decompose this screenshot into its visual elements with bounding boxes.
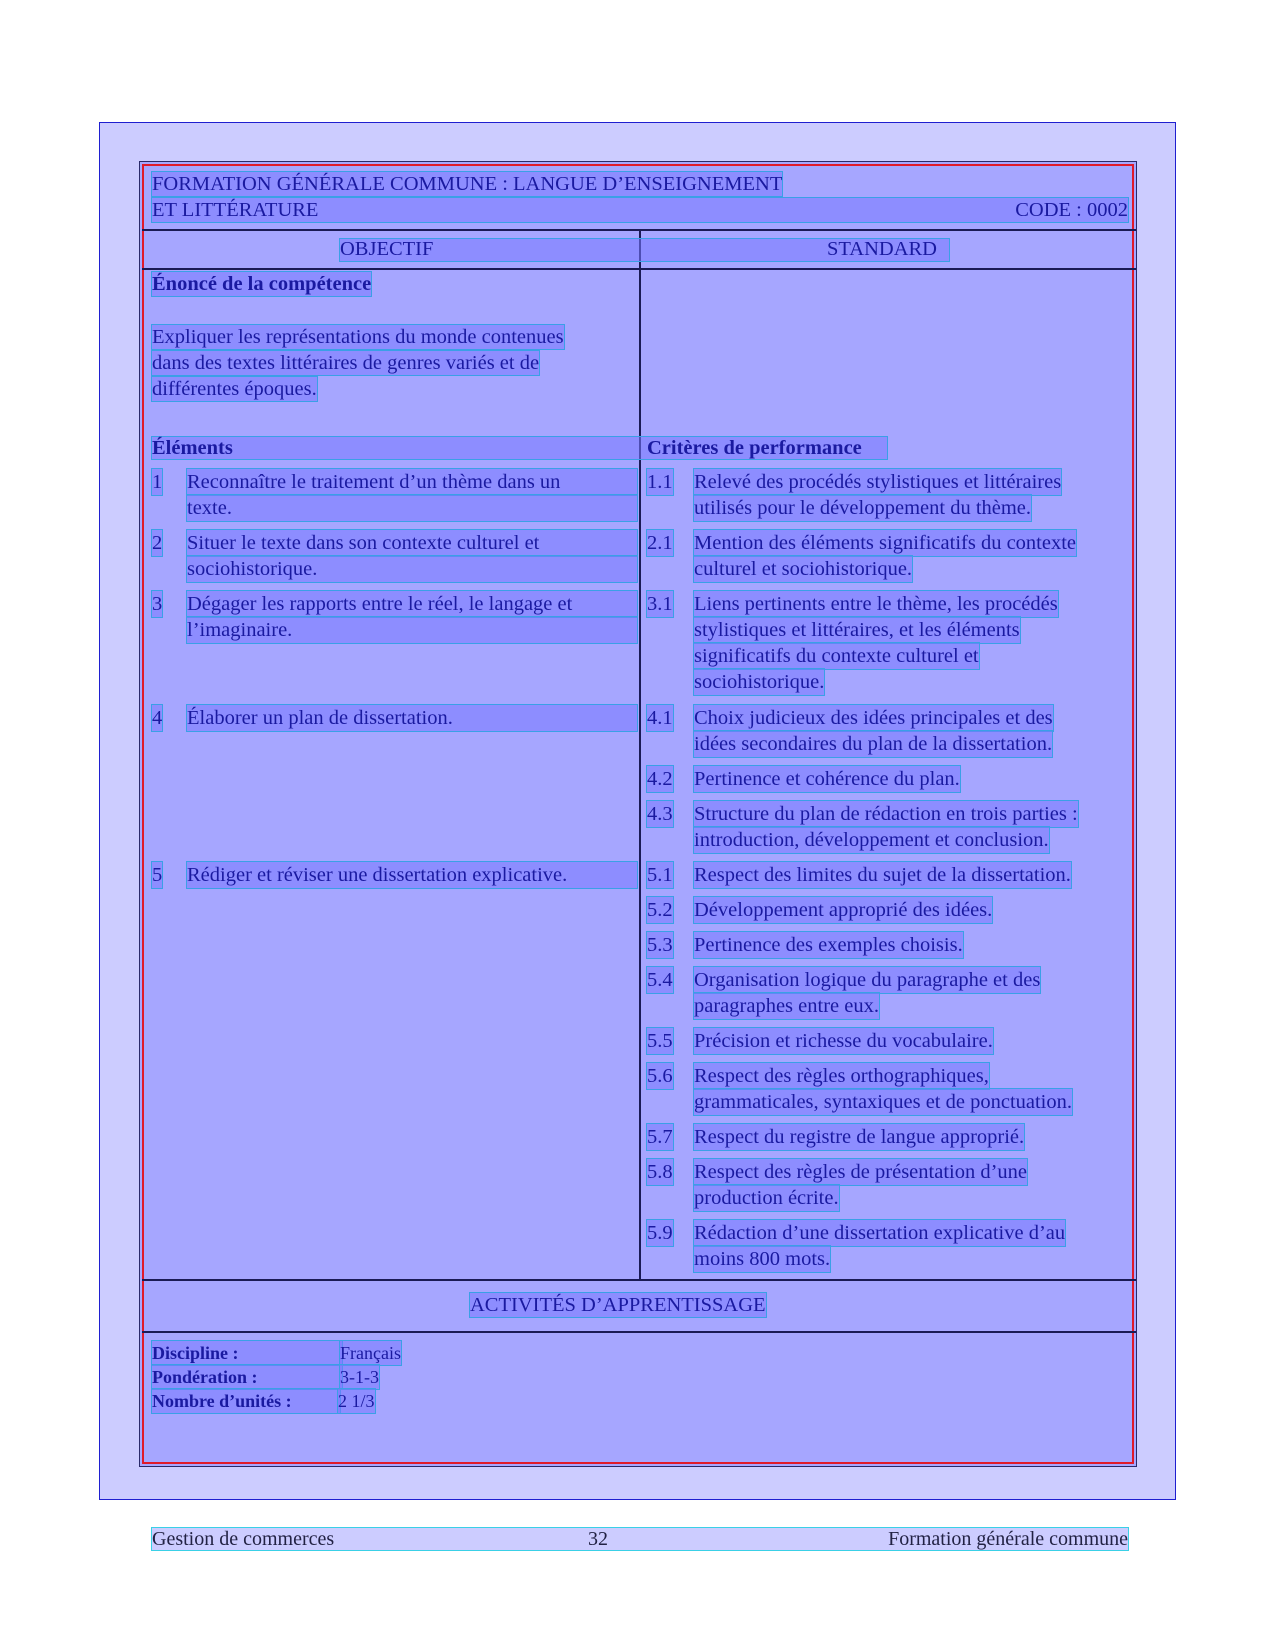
ponderation-label: Pondération :: [152, 1365, 342, 1389]
element-text: texte.: [187, 495, 637, 521]
footer-right: Formation générale commune: [888, 1528, 1128, 1550]
criterion-text: sociohistorique.: [694, 671, 825, 693]
criterion-text: Mention des éléments significatifs du contexte: [694, 532, 1077, 554]
criterion-number: 5.8: [647, 1161, 673, 1183]
criterion-text: stylistiques et littéraires, et les éléments: [694, 619, 1020, 641]
criteria-heading: Critères de performance: [647, 437, 862, 459]
criterion-text: introduction, développement et conclusion.: [694, 829, 1049, 851]
criterion-text: Respect des limites du sujet de la dissertation.: [694, 864, 1071, 886]
column-standard: STANDARD: [827, 238, 937, 260]
page-footer: [152, 1528, 1128, 1550]
criterion-text: Développement approprié des idées.: [694, 899, 993, 921]
discipline-label: Discipline :: [152, 1341, 342, 1365]
criterion-text: grammaticales, syntaxiques et de ponctuation.: [694, 1091, 1072, 1113]
column-objectif: OBJECTIF: [340, 238, 434, 260]
competence-line: dans des textes littéraires de genres variés et de: [152, 352, 540, 374]
discipline-value: Français: [340, 1343, 401, 1363]
activities-top-divider: [142, 1279, 1136, 1281]
criterion-number: 5.1: [647, 864, 673, 886]
criterion-text: paragraphes entre eux.: [694, 995, 879, 1017]
criterion-text: Organisation logique du paragraphe et des: [694, 969, 1041, 991]
element-number: 5: [152, 864, 163, 886]
competence-heading: Énoncé de la compétence: [152, 273, 372, 295]
criterion-number: 5.6: [647, 1065, 673, 1087]
element-number: 3: [152, 593, 163, 615]
criterion-text: utilisés pour le développement du thème.: [694, 497, 1032, 519]
criterion-text: Pertinence des exemples choisis.: [694, 934, 963, 956]
criterion-number: 2.1: [647, 532, 673, 554]
criterion-text: Précision et richesse du vocabulaire.: [694, 1030, 993, 1052]
criterion-text: Choix judicieux des idées principales et des: [694, 707, 1053, 729]
criterion-text: Liens pertinents entre le thème, les procédés: [694, 593, 1058, 615]
criterion-number: 5.2: [647, 899, 673, 921]
competence-line: Expliquer les représentations du monde contenues: [152, 326, 564, 348]
criterion-text: production écrite.: [694, 1187, 839, 1209]
course-code: CODE : 0002: [1015, 199, 1128, 221]
criterion-number: 5.3: [647, 934, 673, 956]
element-text: Rédiger et réviser une dissertation explicative.: [187, 862, 637, 888]
criterion-text: Respect des règles orthographiques,: [694, 1065, 989, 1087]
criterion-text: moins 800 mots.: [694, 1248, 831, 1270]
criterion-number: 4.3: [647, 803, 673, 825]
criterion-text: Relevé des procédés stylistiques et littéraires: [694, 471, 1062, 493]
activities-heading: ACTIVITÉS D’APPRENTISSAGE: [470, 1294, 766, 1316]
criterion-number: 4.1: [647, 707, 673, 729]
criterion-text: Rédaction d’une dissertation explicative d’au: [694, 1222, 1066, 1244]
footer-left: Gestion de commerces: [152, 1528, 335, 1550]
page-number: 32: [588, 1528, 608, 1550]
criterion-number: 5.7: [647, 1126, 673, 1148]
criterion-text: Respect du registre de langue approprié.: [694, 1126, 1025, 1148]
criterion-text: Pertinence et cohérence du plan.: [694, 768, 960, 790]
column-divider: [639, 229, 641, 1279]
ponderation-value: 3-1-3: [340, 1367, 379, 1387]
title-line2: ET LITTÉRATURE: [152, 199, 319, 221]
title-line1: FORMATION GÉNÉRALE COMMUNE : LANGUE D’ENSEIGNEMENT: [152, 173, 783, 195]
element-text: l’imaginaire.: [187, 617, 637, 643]
element-number: 2: [152, 532, 163, 554]
element-text: Dégager les rapports entre le réel, le langage et: [187, 591, 637, 617]
competence-line: différentes époques.: [152, 378, 317, 400]
criterion-text: significatifs du contexte culturel et: [694, 645, 979, 667]
element-text: Situer le texte dans son contexte culturel et: [187, 530, 637, 556]
criterion-number: 3.1: [647, 593, 673, 615]
criterion-number: 5.9: [647, 1222, 673, 1244]
unites-value: 2 1/3: [338, 1391, 375, 1411]
activities-bottom-divider: [142, 1331, 1136, 1333]
criterion-number: 4.2: [647, 768, 673, 790]
title-line2-bar: [152, 198, 1128, 222]
unites-label: Nombre d’unités :: [152, 1389, 340, 1413]
criterion-text: culturel et sociohistorique.: [694, 558, 913, 580]
criterion-text: Respect des règles de présentation d’une: [694, 1161, 1028, 1183]
element-text: Élaborer un plan de dissertation.: [187, 705, 637, 731]
criterion-number: 1.1: [647, 471, 673, 493]
element-text: Reconnaître le traitement d’un thème dans un: [187, 469, 637, 495]
criterion-number: 5.5: [647, 1030, 673, 1052]
criterion-text: Structure du plan de rédaction en trois parties :: [694, 803, 1078, 825]
element-text: sociohistorique.: [187, 556, 637, 582]
element-number: 4: [152, 707, 163, 729]
element-number: 1: [152, 471, 163, 493]
elements-heading: Éléments: [152, 437, 233, 459]
criterion-text: idées secondaires du plan de la dissertation.: [694, 733, 1053, 755]
criterion-number: 5.4: [647, 969, 673, 991]
